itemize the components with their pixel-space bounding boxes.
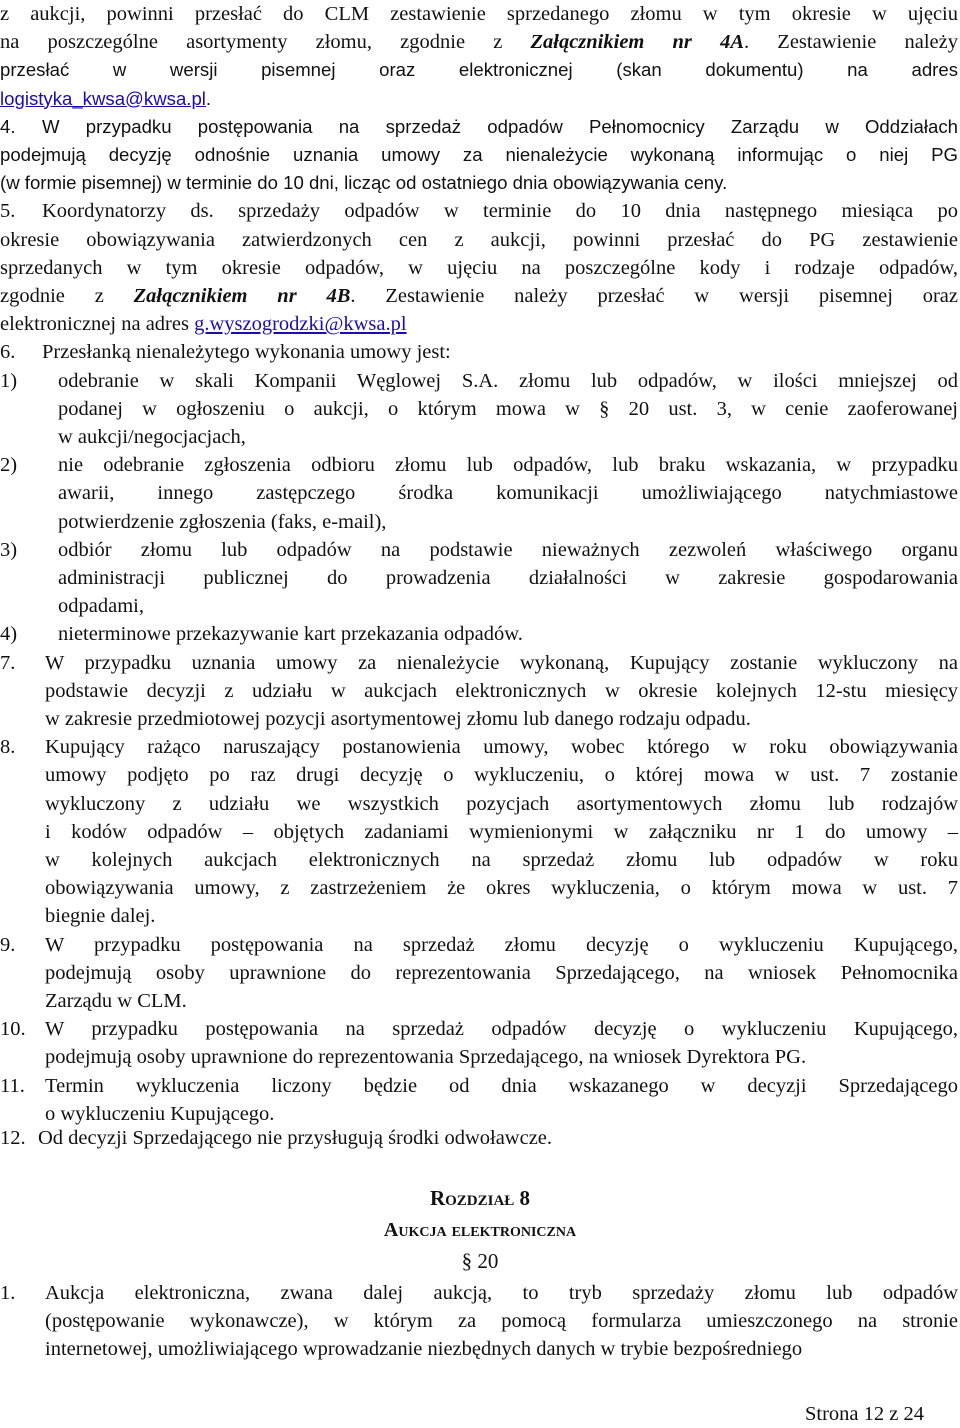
text-span: na poszczególne asortymenty złomu, zgodnie z xyxy=(0,31,531,54)
item-number: 4. xyxy=(0,115,16,137)
text-line xyxy=(0,1015,958,1043)
text-line: przesłać w wersji pisemnej oraz elektronicznej (skan dokumentu) na adres xyxy=(0,59,958,81)
list-item-9 xyxy=(0,931,958,1016)
text-line: w kolejnych aukcjach elektronicznych na sprzedaż złomu lub odpadów w roku xyxy=(45,848,958,871)
text-span: Koordynatorzy ds. sprzedaży odpadów w terminie do 10 dnia następnego miesiąca po xyxy=(42,200,958,223)
list-item-6 xyxy=(0,338,958,648)
text-span: zgodnie z xyxy=(0,284,134,307)
text-line xyxy=(0,649,958,677)
text-line: sprzedanych w tym okresie odpadów, w ujęciu na poszczególne kody i rodzaje odpadów, xyxy=(0,256,958,279)
section-20-item-1 xyxy=(0,1279,958,1364)
text-line xyxy=(0,310,958,338)
subitem-number: 2) xyxy=(0,454,18,477)
page-number: Strona 12 z 24 xyxy=(805,1403,924,1425)
text-line xyxy=(0,931,958,959)
text-line xyxy=(0,733,958,761)
text-span: Od decyzji Sprzedającego nie przysługują środki odwoławcze. xyxy=(38,1127,553,1149)
item-number: 8. xyxy=(0,736,16,759)
text-line: o wykluczeniu Kupującego. xyxy=(45,1102,275,1125)
list-item-11 xyxy=(0,1072,958,1128)
subitem-line: administracji publicznej do prowadzenia działalności w zakresie gospodarowania xyxy=(58,566,958,589)
item-number: 9. xyxy=(0,933,16,956)
list-item-4 xyxy=(0,113,958,198)
text-line xyxy=(0,197,958,225)
text-span: odbiór złomu lub odpadów na podstawie nieważnych zezwoleń właściwego organu xyxy=(58,538,958,561)
text-line: w zakresie przedmiotowej pozycji asortymentowej złomu lub danego rodzaju odpadu. xyxy=(45,707,751,730)
text-line xyxy=(0,28,958,56)
text-line xyxy=(0,85,958,113)
text-span: Kupujący rażąco naruszający postanowienia umowy, wobec którego w roku obowiązywania xyxy=(45,736,958,759)
item-number: 1. xyxy=(0,1282,16,1304)
text-span: Aukcja elektroniczna, zwana dalej aukcją, to tryb sprzedaży złomu lub odpadów xyxy=(45,1282,958,1304)
subitem-line: odpadami, xyxy=(58,595,144,618)
email-link-logistyka[interactable]: logistyka_kwsa@kwsa.pl xyxy=(0,87,206,109)
text-line xyxy=(0,113,958,141)
text-span: elektronicznej na adres xyxy=(0,313,195,336)
text-span: W przypadku postępowania na sprzedaż odpadów Pełnomocnicy Zarządu w Oddziałach xyxy=(42,115,958,137)
text-line: biegnie dalej. xyxy=(45,905,156,928)
text-line xyxy=(0,1072,958,1100)
list-item-12 xyxy=(0,1124,958,1152)
item-number: 12. xyxy=(0,1127,26,1149)
attachment-reference: Załącznikiem nr 4B xyxy=(133,284,351,307)
text-line: podejmują osoby uprawnione do reprezentowania Sprzedającego, na wniosek Dyrektora PG. xyxy=(45,1046,807,1069)
email-link-wyszogrodzki[interactable]: g.wyszogrodzki@kwsa.pl xyxy=(194,313,407,336)
subitem-line: awarii, innego zastępczego środka komunikacji umożliwiającego natychmiastowe xyxy=(58,482,958,505)
text-line xyxy=(0,1279,958,1307)
list-item-10 xyxy=(0,1015,958,1071)
text-span: W przypadku postępowania na sprzedaż złomu decyzję o wykluczeniu Kupującego, xyxy=(45,933,958,956)
subitem-number: 4) xyxy=(0,623,18,646)
chapter-subtitle: Aukcja elektroniczna xyxy=(383,1219,577,1241)
text-span: Termin wykluczenia liczony będzie od dnia wskazanego w decyzji Sprzedającego xyxy=(45,1074,958,1097)
chapter-title: Rozdział 8 xyxy=(429,1186,531,1210)
text-line: (w formie pisemnej) w terminie do 10 dni, licząc od ostatniego dnia obowiązywania ceny. xyxy=(0,172,728,194)
item-number: 10. xyxy=(0,1018,26,1041)
list-item-8 xyxy=(0,733,958,930)
text-line: z aukcji, powinni przesłać do CLM zestawienie sprzedanego złomu w tym okresie w ujęciu xyxy=(0,3,958,25)
text-span: W przypadku postępowania na sprzedaż odpadów decyzję o wykluczeniu Kupującego, xyxy=(45,1018,958,1041)
text-span: nieterminowe przekazywanie kart przekazania odpadów. xyxy=(58,623,523,646)
list-item-5 xyxy=(0,197,958,338)
text-line xyxy=(0,338,958,366)
item-number: 6. xyxy=(0,341,16,364)
text-line xyxy=(0,282,958,310)
section-number: § 20 xyxy=(461,1249,499,1273)
item-number: 7. xyxy=(0,651,16,674)
text-span: Przesłanką nienależytego wykonania umowy jest: xyxy=(42,341,451,364)
text-span: . Zestawienie należy xyxy=(744,31,959,54)
subitem-line: potwierdzenie zgłoszenia (faks, e-mail), xyxy=(58,510,387,533)
subitem-line xyxy=(0,620,958,648)
text-line: internetowej, umożliwiającego wprowadzanie niezbędnych danych w trybie bezpośredniego xyxy=(45,1338,803,1361)
subitem-line xyxy=(0,367,958,395)
text-span: odebranie w skali Kompanii Węglowej S.A. złomu lub odpadów, w ilości mniejszej od xyxy=(58,369,958,392)
item-number: 11. xyxy=(0,1074,25,1097)
text-line: i kodów odpadów – objętych zadaniami wymienionymi w załączniku nr 1 do umowy – xyxy=(45,820,958,843)
text-line: podstawie decyzji z udziału w aukcjach elektronicznych w okresie kolejnych 12-stu miesięcy xyxy=(45,679,958,702)
text-line xyxy=(0,1124,958,1152)
subitem-line xyxy=(0,451,958,479)
text-line: podejmują decyzję odnośnie uznania umowy za nienależycie wykonaną informując o niej PG xyxy=(0,143,958,165)
subitem-line: podanej w ogłoszeniu o aukcji, o którym mowa w § 20 ust. 3, w cenie zaoferowanej xyxy=(58,397,958,420)
text-span: nie odebranie zgłoszenia odbioru złomu lub odpadów, lub braku wskazania, w przypadku xyxy=(58,454,958,477)
subitem-line: w aukcji/negocjacjach, xyxy=(58,425,246,448)
item-number: 5. xyxy=(0,200,16,223)
list-item-7 xyxy=(0,649,958,734)
text-line: podejmują osoby uprawnione do reprezentowania Sprzedającego, na wniosek Pełnomocnika xyxy=(45,961,958,984)
paragraph-continuation xyxy=(0,0,958,113)
text-span: W przypadku uznania umowy za nienależycie wykonaną, Kupujący zostanie wykluczony na xyxy=(45,651,958,674)
text-line: wykluczony z udziału we wszystkich pozycjach asortymentowych złomu lub rodzajów xyxy=(45,792,958,815)
attachment-reference: Załącznikiem nr 4A xyxy=(530,31,745,54)
text-span: . Zestawienie należy przesłać w wersji pisemnej oraz xyxy=(350,284,959,307)
text-line: (postępowanie wykonawcze), w którym za pomocą formularza umieszczonego na stronie xyxy=(45,1310,958,1333)
text-line: obowiązywania umowy, z zastrzeżeniem że okres wykluczenia, o którym mowa w ust. 7 xyxy=(45,877,958,900)
text-span: . xyxy=(205,87,212,109)
text-line: Zarządu w CLM. xyxy=(45,989,187,1012)
subitem-number: 1) xyxy=(0,369,18,392)
subitem-line xyxy=(0,536,958,564)
text-line: umowy podjęto po raz drugi decyzję o wykluczeniu, o której mowa w ust. 7 zostanie xyxy=(45,764,958,787)
subitem-number: 3) xyxy=(0,538,18,561)
text-line: okresie obowiązywania zatwierdzonych cen z aukcji, powinni przesłać do PG zestawienie xyxy=(0,228,958,251)
